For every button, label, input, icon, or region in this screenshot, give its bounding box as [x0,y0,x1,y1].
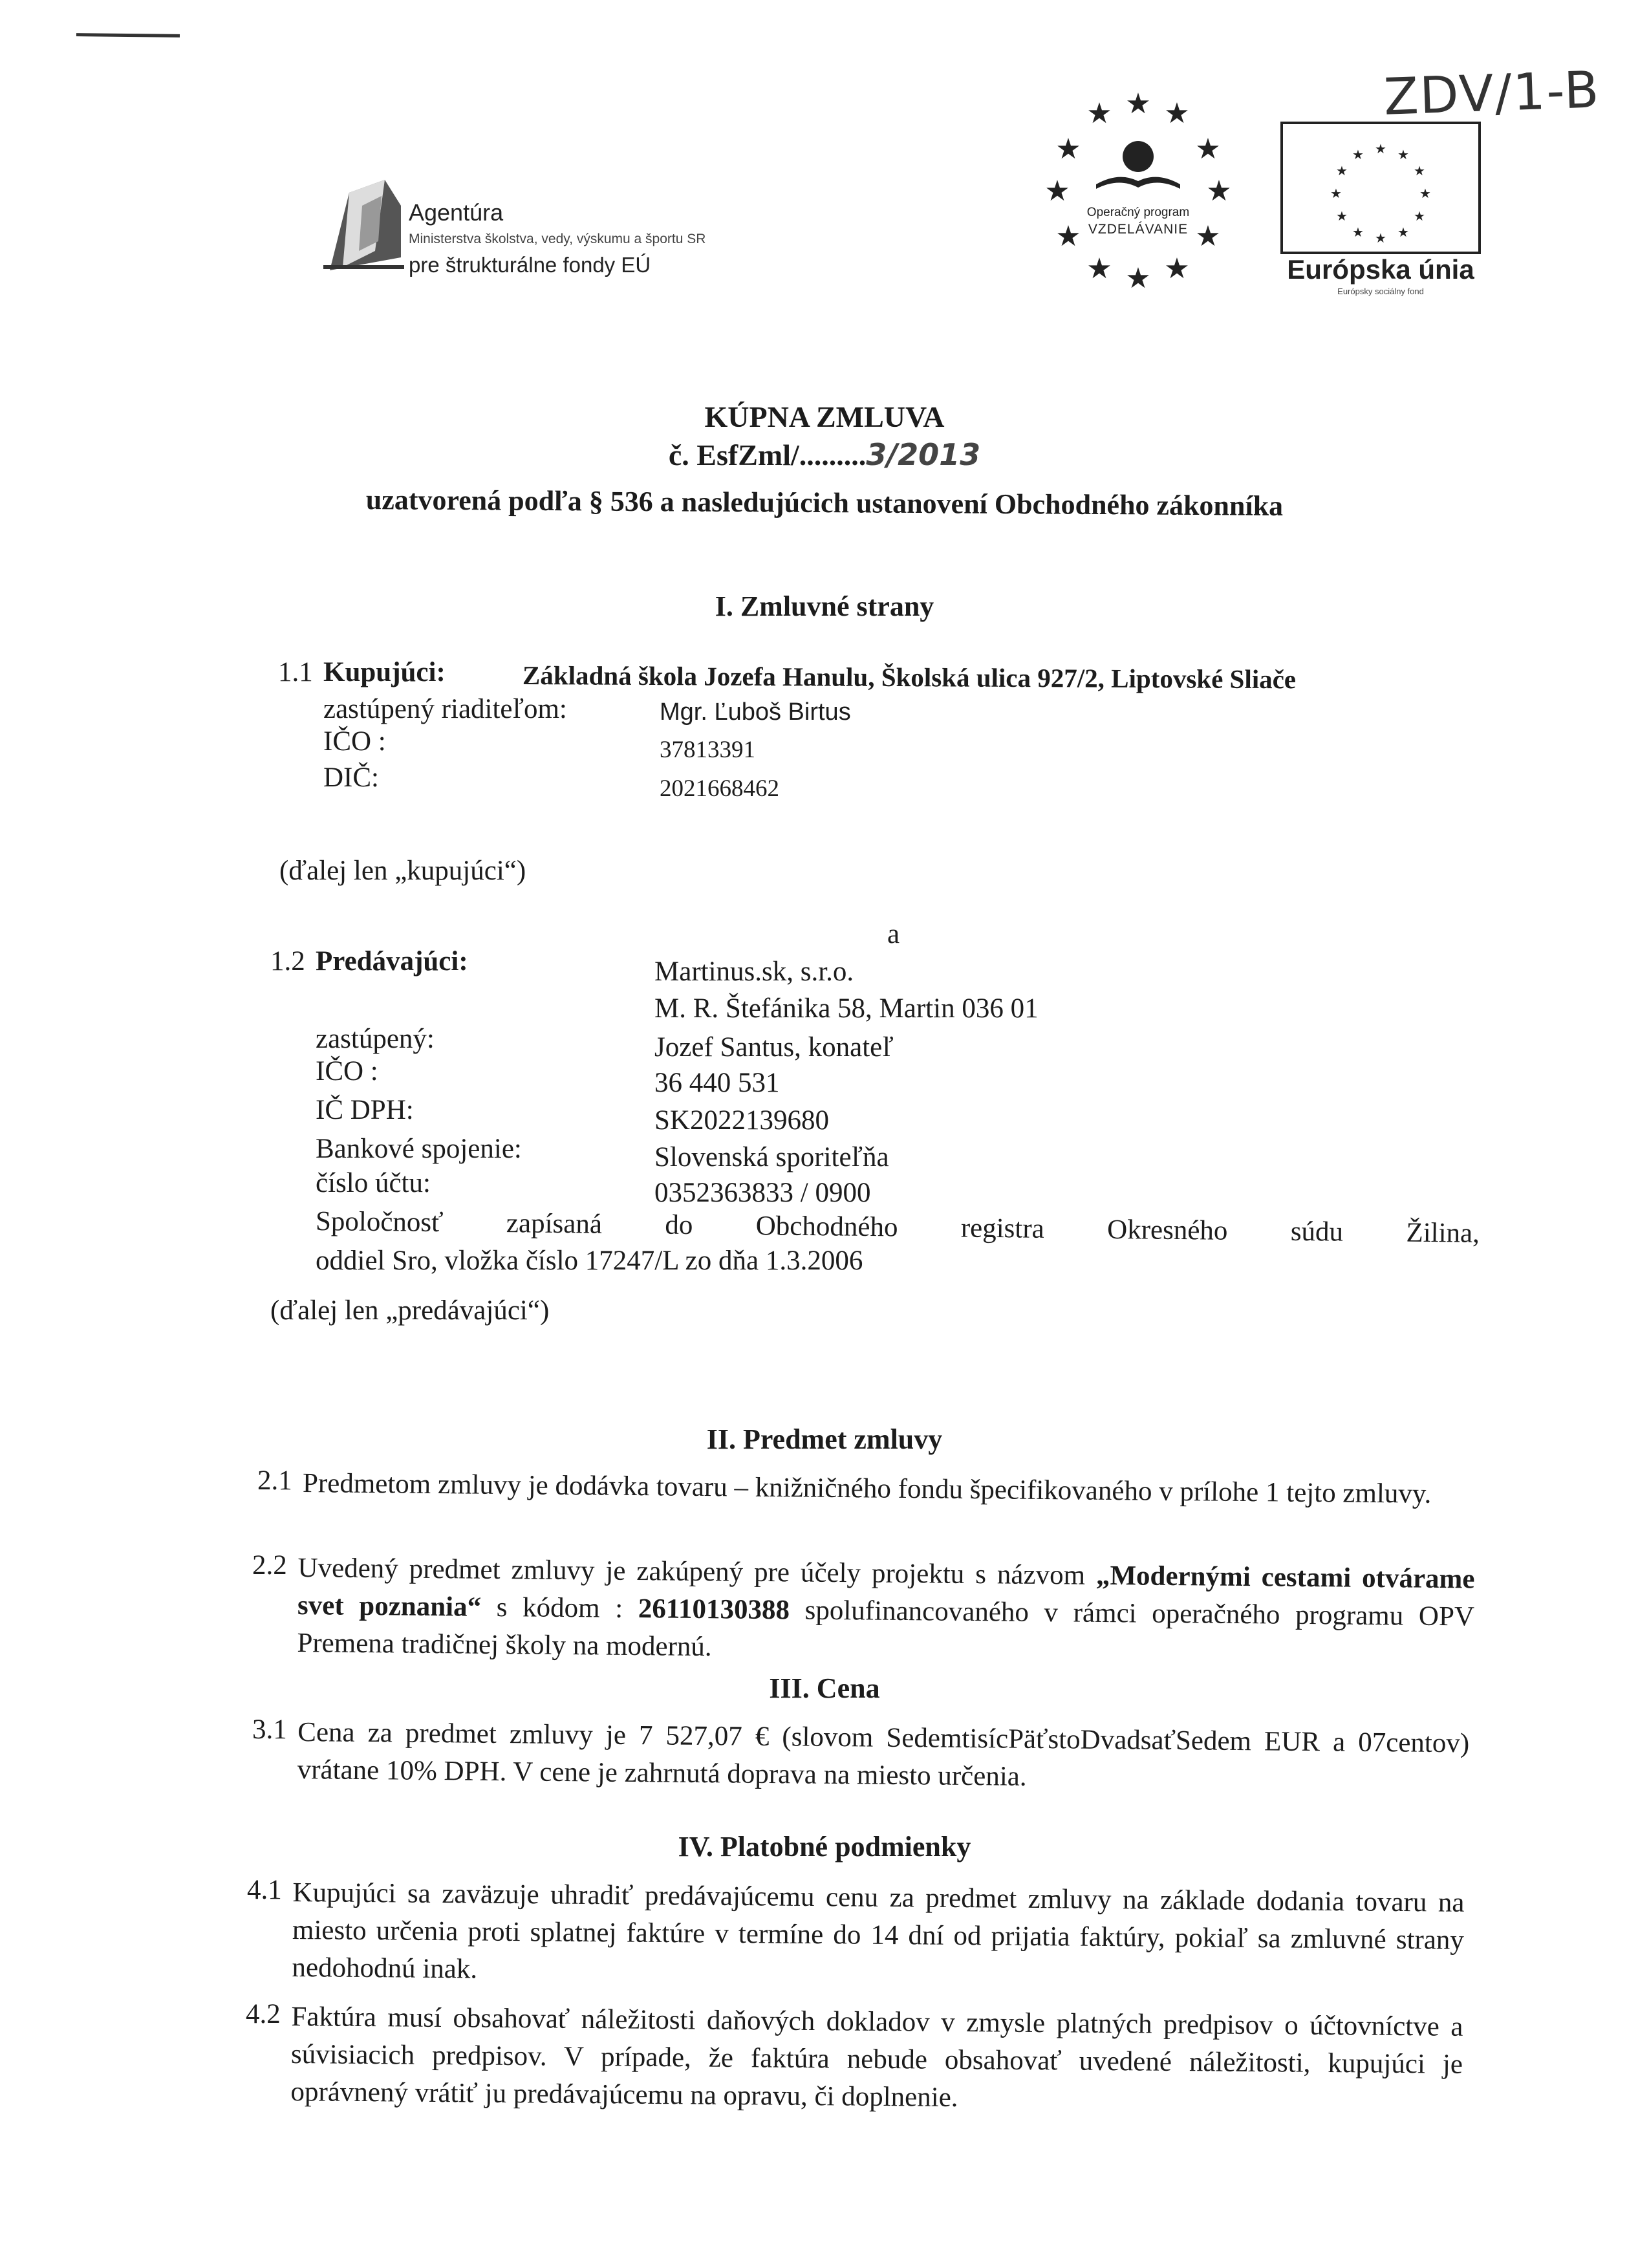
svg-text:★: ★ [1352,224,1364,240]
svg-text:★: ★ [1206,175,1232,208]
buyer-dic-value: 2021668462 [660,775,779,802]
svg-text:★: ★ [1195,133,1221,166]
seller-rep-value: Jozef Santus, konateľ [654,1032,894,1063]
clause-3-1-number: 3.1 [252,1714,287,1745]
section-4-title: IV. Platobné podmienky [678,1831,971,1863]
buyer-rep-value: Mgr. Ľuboš Birtus [660,698,851,726]
svg-text:★: ★ [1055,220,1081,253]
svg-text:★: ★ [1336,163,1348,178]
seller-account-value: 0352363833 / 0900 [654,1178,871,1208]
seller-icdph-label: IČ DPH: [316,1095,414,1125]
svg-text:★: ★ [1336,208,1348,224]
svg-text:★: ★ [1164,252,1190,285]
svg-text:★: ★ [1414,208,1425,224]
seller-registry-line2: oddiel Sro, vložka číslo 17247/L zo dňa 1.3.2006 [316,1246,863,1276]
svg-text:★: ★ [1086,97,1112,130]
seller-label: Predávajúci: [316,946,468,977]
section-1-title: I. Zmluvné strany [715,590,934,622]
buyer-ico-label: IČO : [323,726,386,757]
svg-text:★: ★ [1397,147,1409,162]
svg-text:★: ★ [1375,141,1386,157]
svg-text:★: ★ [1086,252,1112,285]
svg-text:★: ★ [1125,262,1151,295]
buyer-number: 1.1 [278,657,313,687]
clause-4-2-text: Faktúra musí obsahovať náležitosti daňových dokladov v zmysle platných predpisov o účtovníctve a súvisiacich predpisov. V prípade, že faktúra nebude obsahovať uvedené náležitosti, kupujúci je oprávnený vrátiť ju predávajúcemu na opravu, či doplnenie. [290,2002,1463,2113]
buyer-alias: (ďalej len „kupujúci“) [279,856,526,886]
clause-3-1-text: Cena za predmet zmluvy je 7 527,07 € (slovom SedemtisícPäťstoDvadsaťSedem EUR a 07centov) vrátane 10% DPH. V cene je zahrnutá doprava na miesto určenia. [297,1717,1470,1792]
document-subtitle: uzatvorená podľa § 536 a nasledujúcich ustanovení Obchodného zákonníka [365,484,1284,522]
agentura-name: Agentúra [409,199,504,226]
svg-text:★: ★ [1414,163,1425,178]
project-name: „Modernými cestami otvárame svet poznania“ [297,1560,1475,1623]
buyer-name: Základná škola Jozefa Hanulu, Školská ulica 927/2, Liptovské Sliače [522,660,1297,695]
seller-ico-label: IČO : [316,1056,378,1086]
buyer-label: Kupujúci: [323,657,446,687]
document-number [0,437,1649,472]
opv-stars-icon [1028,91,1248,297]
svg-text:★: ★ [1397,224,1409,240]
svg-text:★: ★ [1195,220,1221,253]
section-2-title: II. Predmet zmluvy [706,1423,943,1455]
seller-rep-label: zastúpený: [316,1024,435,1054]
clause-2-2-outro: spolufinancovaného v rámci operačného programu OPV Premena tradičnej školy na modernú. [297,1595,1475,1663]
seller-address: M. R. Štefánika 58, Martin 036 01 [654,993,1039,1024]
document-number-handwritten: 3/2013 [866,437,981,472]
agentura-emblem-icon [323,180,407,277]
svg-text:★: ★ [1330,186,1342,201]
document-title: KÚPNA ZMLUVA [704,400,945,433]
svg-text:★: ★ [1419,186,1431,201]
opv-program-name: VZDELÁVANIE [1088,222,1189,237]
opv-label: Operačný program [1086,206,1190,219]
seller-icdph-value: SK2022139680 [654,1105,829,1136]
parties-and: a [887,919,900,949]
project-code: 26110130388 [638,1593,790,1626]
agentura-funds: pre štrukturálne fondy EÚ [409,253,651,277]
scan-mark-line [76,33,180,38]
buyer-ico-value: 37813391 [660,737,755,763]
seller-alias: (ďalej len „predávajúci“) [270,1295,550,1326]
seller-account-label: číslo účtu: [316,1168,431,1198]
clause-4-1-number: 4.1 [247,1875,282,1905]
clause-4-2-number: 4.2 [246,1999,281,2029]
eu-title: Európska únia [1287,254,1474,285]
eu-subtitle: Európsky sociálny fond [1337,286,1424,296]
clause-2-2-intro: Uvedený predmet zmluvy je zakúpený pre účely projektu s názvom [297,1553,1097,1591]
clause-2-2-number: 2.2 [252,1550,287,1581]
clause-4-1-text: Kupujúci sa zaväzuje uhradiť predávajúcemu cenu za predmet zmluvy na základe dodania tovaru na miesto určenia proti splatnej faktúre v termíne do 14 dní od prijatia faktúry, pokiaľ sa zmluvné strany nedohodnú inak. [292,1877,1465,1985]
handwritten-reference: ZDV/1-B [1383,61,1601,127]
eu-flag-icon [1280,122,1481,254]
clause-2-2-code-label: s kódom : [480,1592,639,1625]
opv-logo [1028,91,1248,297]
section-3-title: III. Cena [769,1672,880,1704]
buyer-rep-label: zastúpený riaditeľom: [323,694,567,724]
seller-bank-label: Bankové spojenie: [316,1134,522,1164]
agentura-ministry: Ministerstva školstva, vedy, výskumu a športu SR [409,232,706,246]
svg-text:★: ★ [1164,97,1190,130]
seller-registry-line1: Spoločnosť zapísaná do Obchodného registra Okresného súdu Žilina, [315,1206,1480,1249]
document-number-prefix: č. EsfZml/......... [668,438,867,471]
clause-2-1-number: 2.1 [257,1465,292,1496]
buyer-dic-label: DIČ: [323,762,379,793]
seller-number: 1.2 [270,946,305,977]
clause-2-2-text [297,1550,1475,1673]
seller-name: Martinus.sk, s.r.o. [654,956,854,987]
svg-text:★: ★ [1125,91,1151,120]
clause-2-1-text: Predmetom zmluvy je dodávka tovaru – knižničného fondu špecifikovaného v prílohe 1 tejto zmluvy. [302,1468,1432,1509]
svg-text:★: ★ [1375,230,1386,246]
seller-ico-value: 36 440 531 [654,1068,780,1098]
seller-bank-value: Slovenská sporiteľňa [654,1142,889,1172]
svg-text:★: ★ [1055,133,1081,166]
svg-text:★: ★ [1352,147,1364,162]
svg-text:★: ★ [1044,175,1070,208]
